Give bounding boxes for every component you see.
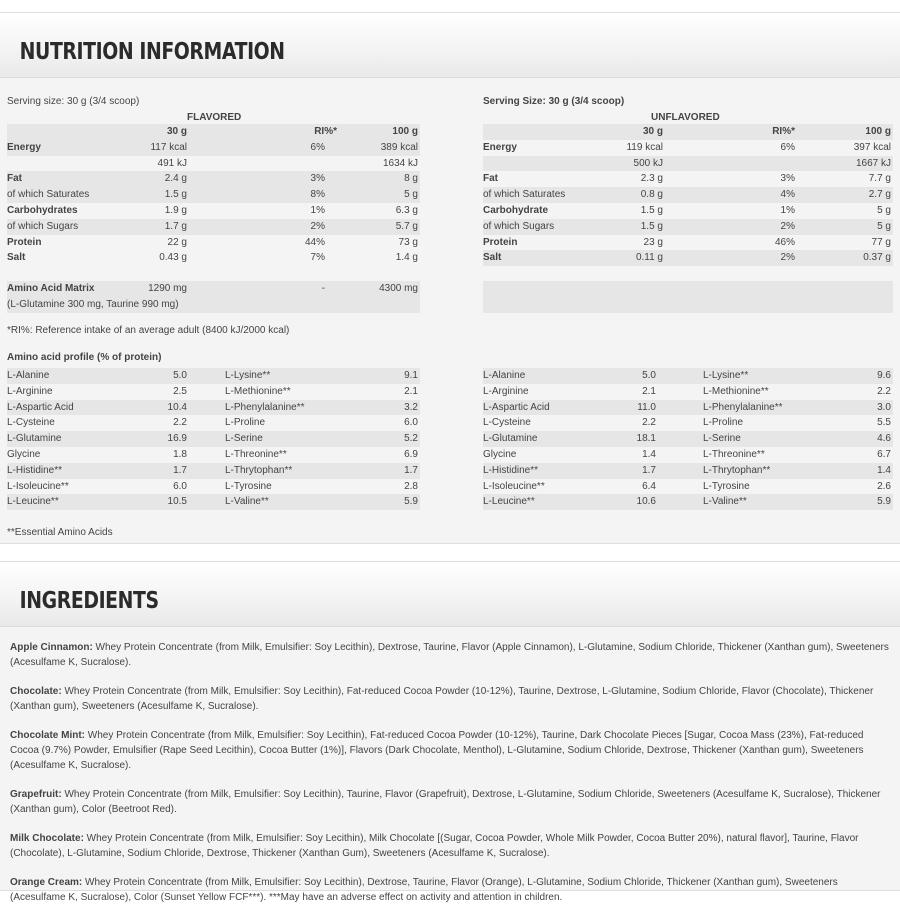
nutrient-name: Fat xyxy=(7,173,22,185)
value-30g: 0.11 g xyxy=(635,252,663,264)
amino-name: L-Methionine** xyxy=(225,385,291,397)
value-ri: 4% xyxy=(780,189,795,201)
amino-value: 1.7 xyxy=(404,464,418,476)
amino-name: L-Serine xyxy=(225,433,263,445)
value-100g: 7.7 g xyxy=(868,173,891,185)
amino-row xyxy=(7,431,420,447)
amino-name: L-Phenylalanine** xyxy=(703,401,783,413)
nutrient-name: Carbohydrate xyxy=(483,204,549,216)
value-100g: 397 kcal xyxy=(853,141,891,153)
amino-name: L-Tyrosine xyxy=(225,480,272,492)
flavor-name: Orange Cream: xyxy=(10,877,83,888)
nutrient-name: Salt xyxy=(483,252,502,264)
amino-matrix-name: Amino Acid Matrix xyxy=(7,283,95,294)
amino-name: L-Phenylalanine** xyxy=(225,401,305,413)
value-100g: 5 g xyxy=(877,220,891,232)
amino-row xyxy=(7,384,420,400)
amino-name: L-Aspartic Acid xyxy=(483,401,550,413)
amino-name: L-Lysine** xyxy=(703,370,749,381)
nutrient-name: of which Sugars xyxy=(7,220,79,232)
amino-value: 5.5 xyxy=(877,417,891,429)
amino-row xyxy=(7,479,420,495)
flavored-serving-size: Serving size: 30 g (3/4 scoop) xyxy=(7,96,140,107)
value-30g: 23 g xyxy=(643,236,663,248)
value-100g: 73 g xyxy=(398,236,418,248)
amino-name: L-Methionine** xyxy=(703,385,769,397)
amino-name: L-Threonine** xyxy=(703,448,765,460)
amino-name: L-Proline xyxy=(703,417,744,429)
value-30g: 1.5 g xyxy=(164,189,187,201)
value-30g: 1.5 g xyxy=(640,220,663,232)
nutrition-row xyxy=(7,156,420,172)
ingredient-entry xyxy=(10,684,890,714)
value-ri: 1% xyxy=(780,204,795,216)
value-100g: 2.7 g xyxy=(868,189,891,201)
amino-matrix-block xyxy=(7,281,420,313)
amino-value: 9.6 xyxy=(877,370,891,381)
amino-value: 4.6 xyxy=(877,433,891,445)
amino-name: L-Threonine** xyxy=(225,448,287,460)
amino-name: L-Thrytophan** xyxy=(225,464,293,476)
amino-matrix-row xyxy=(7,281,420,297)
value-ri: 2% xyxy=(780,252,795,264)
amino-profile-title: Amino acid profile (% of protein) xyxy=(7,352,162,363)
amino-name: L-Proline xyxy=(225,417,266,429)
nutrient-name: Protein xyxy=(7,236,42,248)
flavored-amino-profile xyxy=(7,368,420,510)
amino-value: 6.4 xyxy=(642,480,656,492)
amino-name: L-Lysine** xyxy=(225,370,271,381)
amino-name: L-Glutamine xyxy=(7,433,62,445)
amino-value: 16.9 xyxy=(167,433,187,445)
value-100g: 8 g xyxy=(404,173,418,185)
amino-name: L-Histidine** xyxy=(7,464,63,476)
unflavored-amino-profile xyxy=(483,368,893,510)
nutrition-row xyxy=(7,250,420,266)
amino-value: 1.7 xyxy=(173,464,187,476)
value-ri: 44% xyxy=(304,236,325,248)
value-30g: 491 kJ xyxy=(157,157,187,169)
nutrition-title: NUTRITION INFORMATION xyxy=(19,39,285,65)
amino-value: 2.5 xyxy=(173,385,187,397)
value-30g: 22 g xyxy=(167,236,187,248)
flavor-name: Grapefruit: xyxy=(10,789,62,800)
unflavored-label: UNFLAVORED xyxy=(651,112,720,123)
amino-name: Glycine xyxy=(483,448,517,460)
amino-value: 9.1 xyxy=(404,370,418,381)
unflavored-serving-size: Serving Size: 30 g (3/4 scoop) xyxy=(483,96,625,107)
value-100g: 389 kcal xyxy=(380,141,418,153)
nutrition-panel xyxy=(0,12,900,544)
value-30g: 119 kcal xyxy=(626,141,663,153)
amino-name: L-Valine** xyxy=(225,496,269,508)
amino-value: 5.0 xyxy=(173,370,187,381)
amino-matrix-sub: (L-Glutamine 300 mg, Taurine 990 mg) xyxy=(7,298,179,310)
nutrition-row xyxy=(483,235,893,251)
nutrient-name: Energy xyxy=(483,141,517,153)
unflavored-header-row xyxy=(483,124,893,140)
amino-value: 6.0 xyxy=(173,480,187,492)
header-100g: 100 g xyxy=(392,126,418,137)
amino-name: L-Cysteine xyxy=(483,417,531,429)
nutrient-name: of which Saturates xyxy=(483,189,566,201)
amino-name: L-Leucine** xyxy=(7,496,59,508)
ingredient-entry xyxy=(10,831,890,861)
flavor-name: Milk Chocolate: xyxy=(10,833,84,844)
amino-value: 2.1 xyxy=(404,385,418,397)
flavor-name: Chocolate Mint: xyxy=(10,730,85,741)
flavor-name: Apple Cinnamon: xyxy=(10,642,93,653)
nutrition-row xyxy=(483,203,893,219)
value-100g: 5 g xyxy=(404,189,418,201)
ingredient-text: Whey Protein Concentrate (from Milk, Emulsifier: Soy Lecithin), Dextrose, Taurine, Flavor (Orange), L-Glutamine, Sodium Chloride, Thickener (Xanthan gum), Sweeteners (Acesulfame K, Sucralose), Color (Sunset Yellow FCF***). ***May have an adverse effect on activity and attention in children. xyxy=(10,877,838,903)
value-100g: 1634 kJ xyxy=(382,157,418,169)
nutrient-name: of which Sugars xyxy=(483,220,555,232)
value-ri: 1% xyxy=(310,204,325,216)
amino-row xyxy=(483,431,893,447)
amino-value: 2.6 xyxy=(877,480,891,492)
header-100g: 100 g xyxy=(865,126,891,137)
nutrient-name: of which Saturates xyxy=(7,189,90,201)
value-30g: 2.4 g xyxy=(164,173,187,185)
amino-name: L-Leucine** xyxy=(483,496,535,508)
amino-row xyxy=(7,415,420,431)
amino-value: 10.5 xyxy=(167,496,187,508)
amino-row xyxy=(483,463,893,479)
nutrition-row xyxy=(7,203,420,219)
value-ri: 6% xyxy=(780,141,795,153)
amino-value: 5.2 xyxy=(404,433,418,445)
amino-value: 2.2 xyxy=(173,417,187,429)
amino-value: 18.1 xyxy=(636,433,656,445)
nutrient-name: Protein xyxy=(483,236,518,248)
value-30g: 1.5 g xyxy=(640,204,663,216)
value-100g: 77 g xyxy=(871,236,891,248)
amino-name: L-Alanine xyxy=(7,370,50,381)
amino-name: L-Thrytophan** xyxy=(703,464,771,476)
value-ri: 2% xyxy=(310,220,325,232)
amino-row xyxy=(7,463,420,479)
amino-row xyxy=(483,415,893,431)
amino-value: 3.0 xyxy=(877,401,891,413)
amino-name: L-Isoleucine** xyxy=(483,480,545,492)
amino-row xyxy=(483,368,893,384)
nutrition-row xyxy=(7,140,420,156)
amino-value: 3.2 xyxy=(404,401,418,413)
nutrition-row xyxy=(483,156,893,172)
nutrient-name: Fat xyxy=(483,173,498,185)
value-30g: 2.3 g xyxy=(640,173,663,185)
amino-value: 5.9 xyxy=(404,496,418,508)
amino-name: L-Glutamine xyxy=(483,433,538,445)
value-30g: 0.43 g xyxy=(159,252,187,264)
amino-row xyxy=(7,400,420,416)
header-30g: 30 g xyxy=(642,126,663,137)
amino-value: 5.9 xyxy=(877,496,891,508)
amino-value: 2.1 xyxy=(642,385,656,397)
value-30g: 0.8 g xyxy=(640,189,663,201)
value-100g: 5 g xyxy=(877,204,891,216)
value-ri: 3% xyxy=(780,173,795,185)
amino-value: 1.4 xyxy=(877,464,891,476)
amino-row xyxy=(483,479,893,495)
amino-name: Glycine xyxy=(7,448,41,460)
nutrient-name: Salt xyxy=(7,252,26,264)
amino-name: L-Serine xyxy=(703,433,741,445)
nutrition-row xyxy=(483,140,893,156)
amino-row xyxy=(7,447,420,463)
value-100g: 1667 kJ xyxy=(855,157,891,169)
flavored-label: FLAVORED xyxy=(187,112,242,123)
ingredient-text: Whey Protein Concentrate (from Milk, Emulsifier: Soy Lecithin), Taurine, Flavor (Grapefruit), Dextrose, L-Glutamine, Sodium Chloride, Sweeteners (Acesulfame K, Sucralose), Thickener (Xanthan gum), Color (Beetroot Red). xyxy=(10,789,881,815)
value-ri: 2% xyxy=(780,220,795,232)
header-ri: RI%* xyxy=(772,126,795,137)
value-100g: 5.7 g xyxy=(395,220,418,232)
value-30g: 1.9 g xyxy=(164,204,187,216)
nutrition-row xyxy=(7,219,420,235)
amino-row xyxy=(483,384,893,400)
ingredient-entry xyxy=(10,875,890,905)
ingredient-text: Whey Protein Concentrate (from Milk, Emulsifier: Soy Lecithin), Dextrose, Taurine, Flavor (Apple Cinnamon), L-Glutamine, Sodium Chloride, Thickener (Xanthan gum), Sweeteners (Acesulfame K, Sucralose). xyxy=(10,642,889,668)
amino-matrix-sub-row xyxy=(7,297,420,313)
ingredients-title: INGREDIENTS xyxy=(19,588,159,614)
amino-value: 10.4 xyxy=(167,401,187,413)
ingredient-entry xyxy=(10,640,890,670)
ingredient-text: Whey Protein Concentrate (from Milk, Emulsifier: Soy Lecithin), Fat-reduced Cocoa Powder (10-12%), Taurine, Dark Chocolate Pieces [Sugar, Cocoa Mass (23%), Fat-reduced Cocoa (9.7%) Powder, Emulsifier (Rape Seed Lecithin), Cocoa Butter (1%)], Flavors (Dark Chocolate, Menthol), L-Glutamine, Sodium Chloride, Dextrose, Thickener (Xanthan gum), Sweeteners (Acesulfame K, Sucralose). xyxy=(10,730,864,771)
amino-name: L-Isoleucine** xyxy=(7,480,69,492)
amino-value: 5.0 xyxy=(642,370,656,381)
amino-value: 11.0 xyxy=(637,401,656,413)
amino-value: 1.8 xyxy=(173,448,187,460)
amino-name: L-Tyrosine xyxy=(703,480,750,492)
amino-matrix-ri: - xyxy=(321,283,325,294)
nutrition-row xyxy=(7,171,420,187)
amino-name: L-Valine** xyxy=(703,496,747,508)
amino-row xyxy=(483,447,893,463)
nutrition-row xyxy=(7,187,420,203)
amino-row xyxy=(483,400,893,416)
amino-value: 6.9 xyxy=(404,448,418,460)
value-100g: 1.4 g xyxy=(395,252,418,264)
amino-name: L-Cysteine xyxy=(7,417,55,429)
ingredient-entry xyxy=(10,728,890,773)
amino-matrix-100g: 4300 mg xyxy=(379,283,418,294)
nutrition-header xyxy=(0,13,900,78)
nutrient-name: Carbohydrates xyxy=(7,204,78,216)
header-ri: RI%* xyxy=(314,126,337,137)
flavor-name: Chocolate: xyxy=(10,686,62,697)
flavored-header-row xyxy=(7,124,420,140)
nutrition-row xyxy=(7,235,420,251)
value-30g: 117 kcal xyxy=(150,141,187,153)
amino-value: 1.7 xyxy=(642,464,656,476)
value-ri: 46% xyxy=(774,236,795,248)
ingredient-text: Whey Protein Concentrate (from Milk, Emulsifier: Soy Lecithin), Milk Chocolate [(Sugar, Cocoa Powder, Whole Milk Powder, Cocoa Butter 20%), natural flavor], Taurine, Flavor (Chocolate), L-Glutamine, Sodium Chloride, Dextrose, Thickener (Xanthan Gum), Sweeteners (Acesulfame K, Sucralose). xyxy=(10,833,859,859)
amino-value: 6.7 xyxy=(877,448,891,460)
ingredient-text: Whey Protein Concentrate (from Milk, Emulsifier: Soy Lecithin), Fat-reduced Cocoa Powder (10-12%), Taurine, Dextrose, L-Glutamine, Sodium Chloride, Flavor (Chocolate), Thickener (Xanthan gum), Sweeteners (Acesulfame K, Sucralose). xyxy=(10,686,874,712)
flavored-nutrition-table xyxy=(7,94,420,266)
nutrient-name: Energy xyxy=(7,141,41,153)
header-30g: 30 g xyxy=(166,126,187,137)
value-ri: 6% xyxy=(310,141,325,153)
value-100g: 0.37 g xyxy=(863,252,891,264)
amino-matrix-empty-band xyxy=(483,281,893,313)
amino-name: L-Alanine xyxy=(483,370,526,381)
amino-row xyxy=(483,494,893,510)
amino-name: L-Histidine** xyxy=(483,464,539,476)
amino-value: 1.4 xyxy=(642,448,656,460)
amino-matrix-30g: 1290 mg xyxy=(148,283,187,294)
nutrition-row xyxy=(483,171,893,187)
amino-name: L-Arginine xyxy=(483,385,529,397)
amino-value: 2.2 xyxy=(877,385,891,397)
nutrition-row xyxy=(483,219,893,235)
ri-note: *RI%: Reference intake of an average adult (8400 kJ/2000 kcal) xyxy=(7,325,290,336)
unflavored-nutrition-table xyxy=(483,94,893,266)
amino-value: 10.6 xyxy=(636,496,656,508)
amino-row xyxy=(7,368,420,384)
value-ri: 7% xyxy=(310,252,325,264)
amino-row xyxy=(7,494,420,510)
ingredient-entry xyxy=(10,787,890,817)
amino-value: 2.2 xyxy=(642,417,656,429)
value-30g: 500 kJ xyxy=(633,157,663,169)
value-100g: 6.3 g xyxy=(395,204,418,216)
amino-name: L-Aspartic Acid xyxy=(7,401,74,413)
amino-value: 2.8 xyxy=(404,480,418,492)
value-30g: 1.7 g xyxy=(164,220,187,232)
nutrition-row xyxy=(483,250,893,266)
amino-value: 6.0 xyxy=(404,417,418,429)
ingredients-header xyxy=(0,562,900,627)
value-ri: 8% xyxy=(310,189,325,201)
nutrition-row xyxy=(483,187,893,203)
essential-note: **Essential Amino Acids xyxy=(7,527,113,538)
ingredients-list xyxy=(10,640,890,919)
value-ri: 3% xyxy=(310,173,325,185)
amino-name: L-Arginine xyxy=(7,385,53,397)
